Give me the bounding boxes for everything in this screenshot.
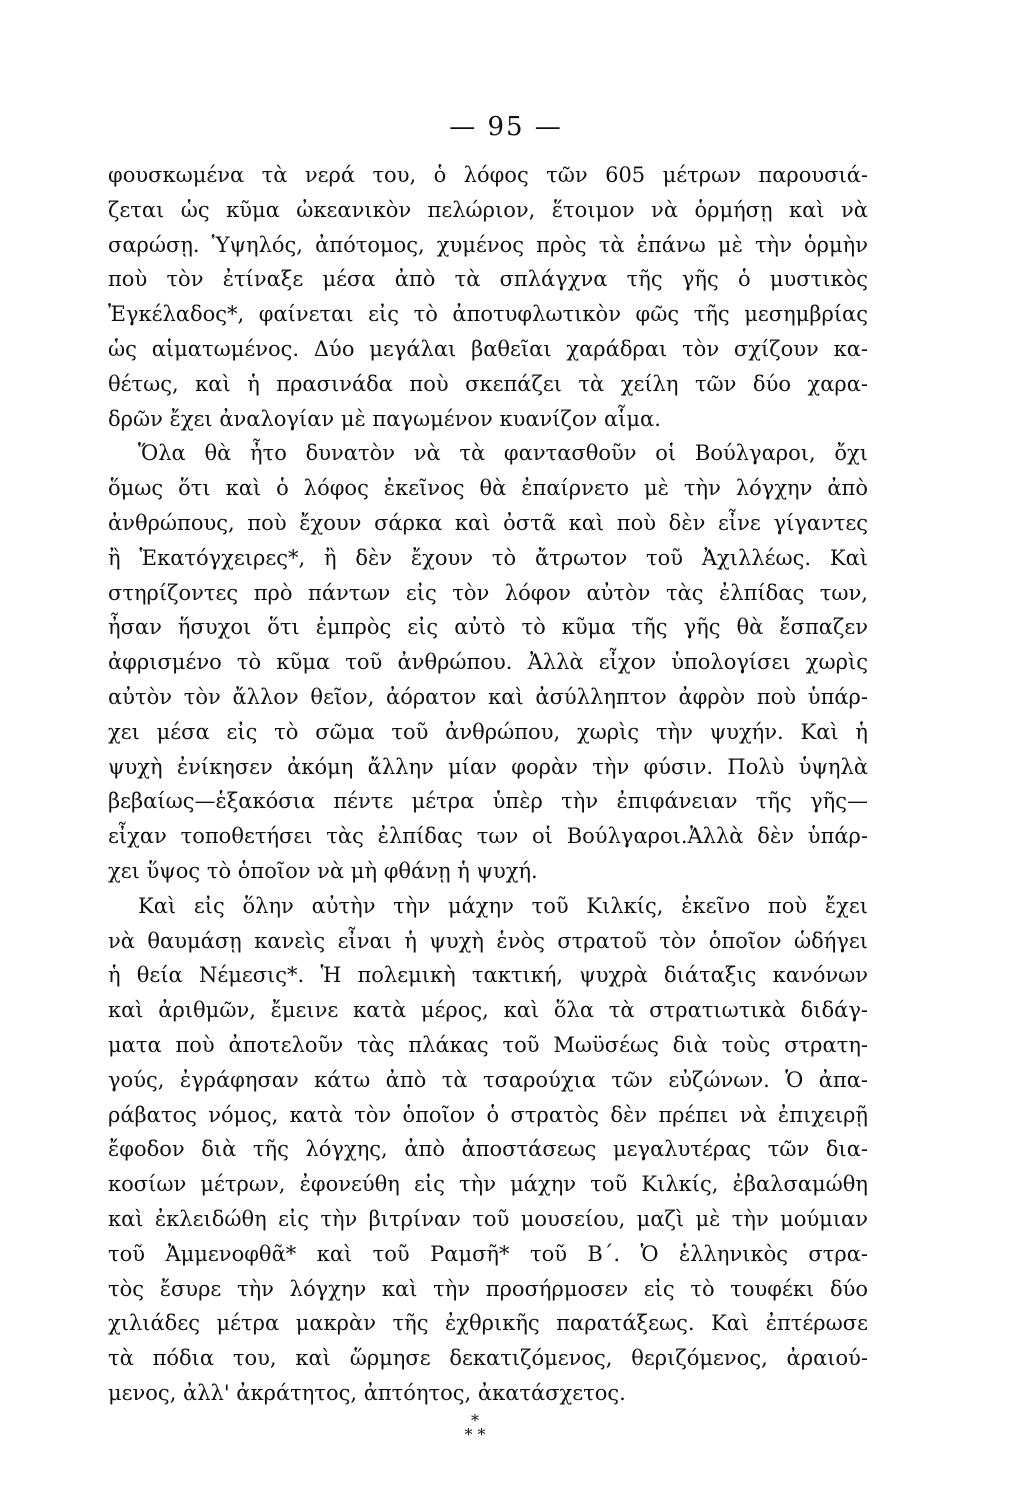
text-line: καὶ ἐκλειδώθη εἰς τὴν βιτρίναν τοῦ μουσείου, μαζὶ μὲ τὴν μούμιαν [108,1206,868,1231]
text-line: ψυχὴ ἐνίκησεν ἀκόμη ἄλλην μίαν φορὰν τὴν φύσιν. Πολὺ ὑψηλὰ [108,754,868,779]
text-line: ἡ θεία Νέμεσις*. Ἡ πολεμικὴ τακτική, ψυχρὰ διάταξις κανόνων [108,963,868,988]
text-line: χιλιάδες μέτρα μακρὰν τῆς ἐχθρικῆς παρατάξεως. Καὶ ἐπτέρωσε [108,1311,868,1336]
text-line: εἶχαν τοποθετήσει τὰς ἐλπίδας των οἱ Βούλγαροι.Ἀλλὰ δὲν ὑπάρ- [108,824,868,849]
text-line: ζεται ὡς κῦμα ὠκεανικὸν πελώριον, ἕτοιμον νὰ ὁρμήσῃ καὶ νὰ [108,197,868,222]
paragraph-3 [108,889,868,1411]
text-line: ἀφρισμένο τὸ κῦμα τοῦ ἀνθρώπου. Ἀλλὰ εἶχον ὑπολογίσει χωρὶς [108,650,868,675]
page-number: — 95 — [449,112,563,142]
text-line: ἢ Ἑκατόγχειρες*, ἢ δὲν ἔχουν τὸ ἄτρωτον τοῦ Ἀχιλλέως. Καὶ [108,545,868,570]
text-line: Καὶ εἰς ὅλην αὐτὴν τὴν μάχην τοῦ Κιλκίς, ἐκεῖνο ποὺ ἔχει [138,893,868,918]
text-line: ἦσαν ἥσυχοι ὅτι ἐμπρὸς εἰς αὐτὸ τὸ κῦμα τῆς γῆς θὰ ἔσπαζεν [108,615,868,640]
text-line: καὶ ἀριθμῶν, ἔμεινε κατὰ μέρος, καὶ ὅλα τὰ στρατιωτικὰ διδάγ- [108,998,868,1023]
text-line: τοῦ Ἀμμενοφθᾶ* καὶ τοῦ Ραμσῆ* τοῦ Β΄. Ὁ ἑλληνικὸς στρα- [108,1241,868,1266]
text-line: τὸς ἔσυρε τὴν λόγχην καὶ τὴν προσήρμοσεν εἰς τὸ τουφέκι δύο [108,1276,868,1301]
text-line: δρῶν ἔχει ἀναλογίαν μὲ παγωμένον κυανίζον αἷμα. [108,406,661,431]
text-line: ποὺ τὸν ἐτίναξε μέσα ἀπὸ τὰ σπλάγχνα τῆς γῆς ὁ μυστικὸς [108,267,868,292]
text-line: ὡς αἱματωμένος. Δύο μεγάλαι βαθεῖαι χαράδραι τὸν σχίζουν κα- [108,336,868,361]
text-line: χει ὕψος τὸ ὁποῖον νὰ μὴ φθάνῃ ἡ ψυχή. [108,858,538,883]
text-line: ὅμως ὅτι καὶ ὁ λόφος ἐκεῖνος θὰ ἐπαίρνετο μὲ τὴν λόγχην ἀπὸ [108,476,868,501]
text-line: ματα ποὺ ἀποτελοῦν τὰς πλάκας τοῦ Μωϋσέως διὰ τοὺς στρατη- [108,1032,868,1057]
text-line: κοσίων μέτρων, ἐφονεύθη εἰς τὴν μάχην τοῦ Κιλκίς, ἐβαλσαμώθη [108,1172,868,1197]
text-line: στηρίζοντες πρὸ πάντων εἰς τὸν λόφον αὐτὸν τὰς ἐλπίδας των, [108,580,868,605]
paragraph-2 [108,436,868,888]
text-line: Ἐγκέλαδος*, φαίνεται εἰς τὸ ἀποτυφλωτικὸν φῶς τῆς μεσημβρίας [108,302,868,327]
text-line: αὐτὸν τὸν ἄλλον θεῖον, ἀόρατον καὶ ἀσύλληπτον ἀφρὸν ποὺ ὑπάρ- [108,684,868,709]
text-line: μενος, ἀλλ' ἀκράτητος, ἀπτόητος, ἀκατάσχετος. [108,1380,626,1405]
text-line: ἀνθρώπους, ποὺ ἔχουν σάρκα καὶ ὀστᾶ καὶ ποὺ δὲν εἶνε γίγαντες [108,510,868,535]
text-line: σαρώσῃ. Ὑψηλός, ἀπότομος, χυμένος πρὸς τὰ ἐπάνω μὲ τὴν ὁρμὴν [108,232,868,257]
paragraph-1 [108,158,868,436]
asterism-top: * [471,1411,479,1430]
text-line: ἔφοδον διὰ τῆς λόγχης, ἀπὸ ἀποστάσεως μεγαλυτέρας τῶν δια- [108,1137,868,1162]
asterism-ornament [455,1411,495,1454]
text-line: θέτως, καὶ ἡ πρασινάδα ποὺ σκεπάζει τὰ χείλη τῶν δύο χαρα- [108,371,868,396]
text-line: ράβατος νόμος, κατὰ τὸν ὁποῖον ὁ στρατὸς δὲν πρέπει νὰ ἐπιχειρῇ [108,1102,868,1127]
asterism-bottom: * * [464,1425,486,1444]
text-line: χει μέσα εἰς τὸ σῶμα τοῦ ἀνθρώπου, χωρὶς τὴν ψυχήν. Καὶ ἡ [108,719,868,744]
body-text [108,158,868,1411]
text-line: βεβαίως—ἑξακόσια πέντε μέτρα ὑπὲρ τὴν ἐπιφάνειαν τῆς γῆς— [108,789,868,814]
text-line: φουσκωμένα τὰ νερά του, ὁ λόφος τῶν 605 μέτρων παρουσιά- [108,163,868,187]
text-line: γούς, ἐγράφησαν κάτω ἀπὸ τὰ τσαρούχια τῶν εὐζώνων. Ὁ ἀπα- [108,1067,868,1092]
text-line: τὰ πόδια του, καὶ ὥρμησε δεκατιζόμενος, θεριζόμενος, ἀραιού- [108,1346,868,1371]
text-line: νὰ θαυμάσῃ κανεὶς εἶναι ἡ ψυχὴ ἑνὸς στρατοῦ τὸν ὁποῖον ὡδήγει [108,928,868,953]
text-line: Ὅλα θὰ ἦτο δυνατὸν νὰ τὰ φαντασθοῦν οἱ Βούλγαροι, ὄχι [138,441,868,466]
